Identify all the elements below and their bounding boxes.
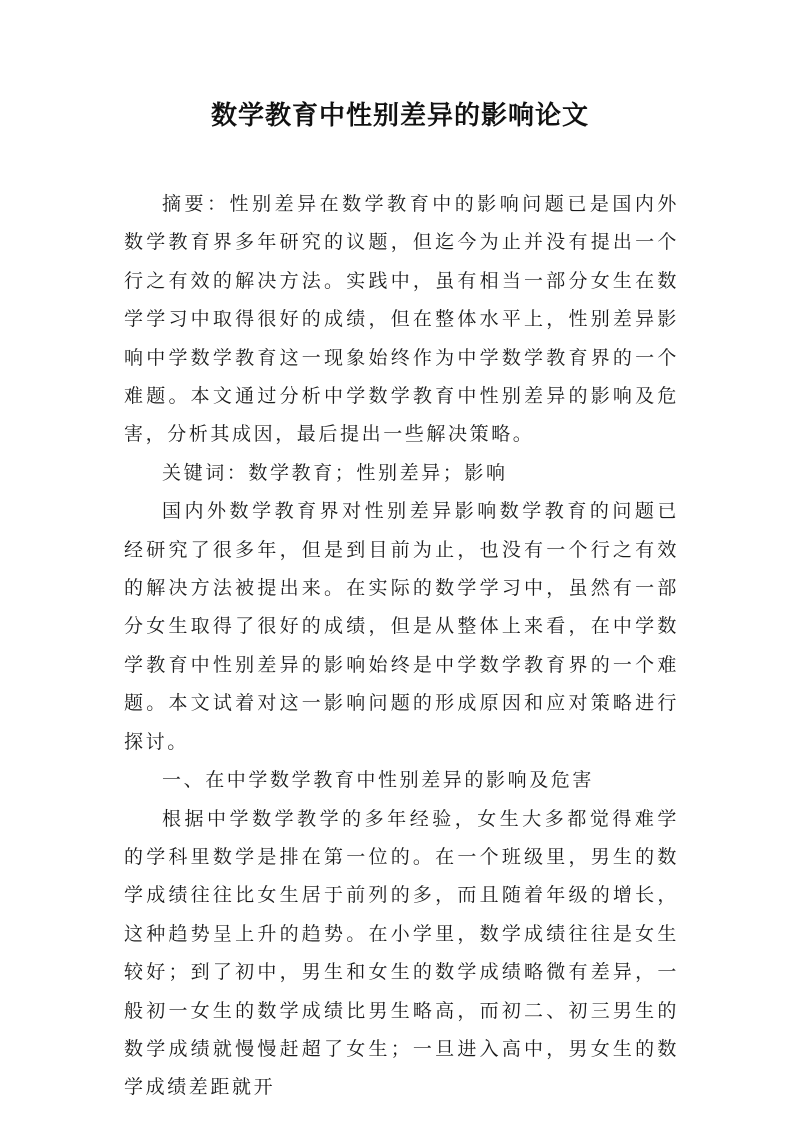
- intro-paragraph: 国内外数学教育界对性别差异影响数学教育的问题已经研究了很多年，但是到目前为止，也没有一个行之有效的解决方法被提出来。在实际的数学学习中，虽然有一部分女生取得了很好的成绩，但是从整体上来看，在中学数学教育中性别差异的影响始终是中学数学教育界的一个难题。本文试着对这一影响问题的形成原因和应对策略进行探讨。: [124, 500, 679, 753]
- keywords-line: 关键词：数学教育；性别差异；影响: [162, 461, 508, 484]
- abstract-paragraph: 摘要：性别差异在数学教育中的影响问题已是国内外数学教育界多年研究的议题，但迄今为止并没有提出一个行之有效的解决方法。实践中，虽有相当一部分女生在数学学习中取得很好的成绩，但在整体水平上，性别差异影响中学数学教育这一现象始终作为中学数学教育界的一个难题。本文通过分析中学数学教育中性别差异的影响及危害，分析其成因，最后提出一些解决策略。: [124, 193, 679, 446]
- document-body: [124, 185, 679, 1107]
- document-title: 数学教育中性别差异的影响论文: [210, 101, 589, 131]
- section-heading: 一、在中学数学教育中性别差异的影响及危害: [162, 769, 595, 792]
- section-body-paragraph: 根据中学数学教学的多年经验，女生大多都觉得难学的学科里数学是排在第一位的。在一个班级里，男生的数学成绩往往比女生居于前列的多，而且随着年级的增长，这种趋势呈上升的趋势。在小学里，数学成绩往往是女生较好；到了初中，男生和女生的数学成绩略微有差异，一般初一女生的数学成绩比男生略高，而初二、初三男生的数学成绩就慢慢赶超了女生；一旦进入高中，男女生的数学成绩差距就开: [124, 807, 679, 1099]
